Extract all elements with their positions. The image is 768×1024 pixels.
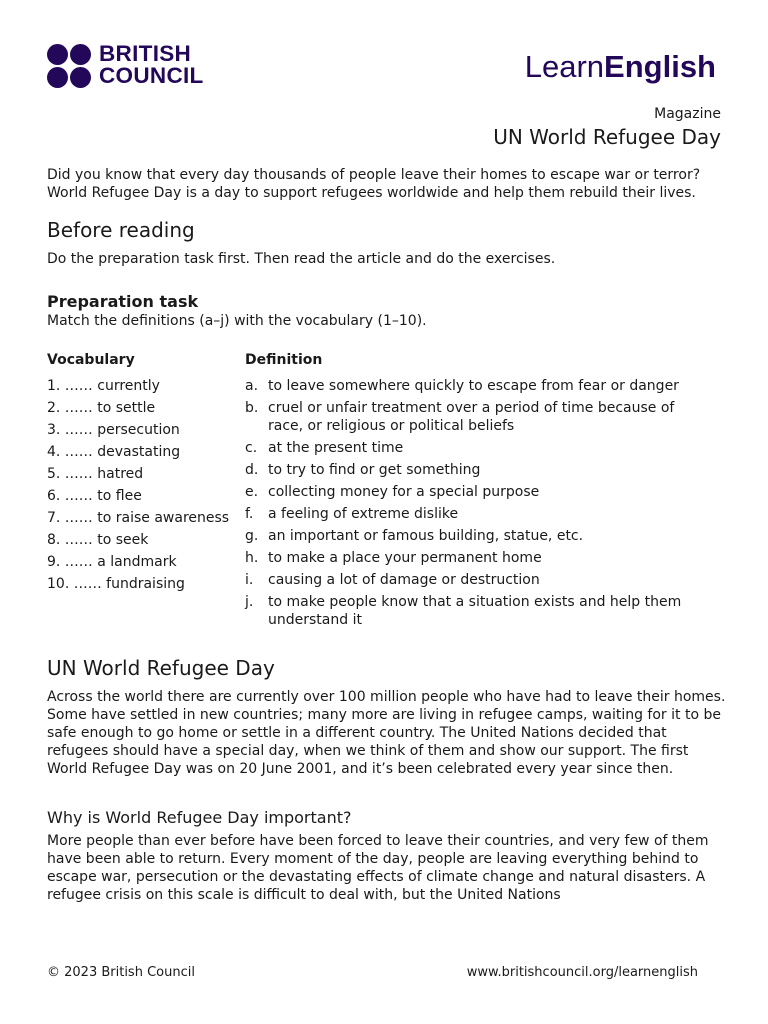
vocab-item: 5. …… hatred (47, 466, 144, 482)
article-heading: UN World Refugee Day (47, 656, 275, 680)
vocabulary-column-header: Vocabulary (47, 352, 135, 368)
definition-text: to make people know that a situation exists and help them understand it (268, 594, 682, 628)
definition-item (245, 483, 705, 501)
article-paragraph: Across the world there are currently over 100 million people who have had to leave their homes. Some have settled in new countries; many more are living in refugee camps, waiting for it to be safe enough to go home or settle in a different country. The United Nations decided that refugees should have a special day, when we think of them and show our support. The first World Refugee Day was on 20 June 2001, and it’s been celebrated every year since then. (47, 689, 726, 777)
before-reading-text: Do the preparation task first. Then read the article and do the exercises. (47, 251, 556, 267)
before-reading-heading: Before reading (47, 218, 195, 242)
vocab-item: 3. …… persecution (47, 422, 180, 438)
definition-item (245, 439, 705, 457)
vocab-item: 2. …… to settle (47, 400, 156, 416)
section-label: Magazine (654, 106, 721, 122)
british-council-dots-icon (47, 44, 93, 88)
definition-item (245, 399, 705, 435)
definition-letter: e. (245, 484, 259, 500)
english-text: English (604, 49, 716, 84)
vocab-item: 1. …… currently (47, 378, 160, 394)
definition-item (245, 527, 705, 545)
vocab-item: 10. …… fundraising (47, 576, 185, 592)
definition-item (245, 377, 705, 395)
definition-text: to try to find or get something (268, 462, 481, 478)
definition-letter: c. (245, 440, 258, 456)
definition-column-header: Definition (245, 352, 323, 368)
definition-item (245, 505, 705, 523)
vocabulary-list (47, 377, 229, 597)
definition-text: a feeling of extreme dislike (268, 506, 459, 522)
definition-letter: i. (245, 572, 254, 588)
vocab-item: 4. …… devastating (47, 444, 181, 460)
definition-letter: f. (245, 506, 254, 522)
definition-letter: j. (245, 594, 254, 610)
definition-text: an important or famous building, statue, etc. (268, 528, 584, 544)
preparation-instruction: Match the definitions (a–j) with the vocabulary (1–10). (47, 313, 427, 329)
page-title: UN World Refugee Day (493, 125, 721, 149)
definition-text: at the present time (268, 440, 404, 456)
british-council-logo (47, 41, 217, 88)
definition-text: to leave somewhere quickly to escape from fear or danger (268, 378, 679, 394)
definition-item (245, 549, 705, 567)
vocab-item: 7. …… to raise awareness (47, 510, 230, 526)
definition-text: causing a lot of damage or destruction (268, 572, 540, 588)
definition-letter: d. (245, 462, 259, 478)
preparation-task-heading: Preparation task (47, 292, 199, 311)
definition-letter: g. (245, 528, 259, 544)
article-subheading: Why is World Refugee Day important? (47, 808, 352, 827)
definition-text: collecting money for a special purpose (268, 484, 540, 500)
definition-item (245, 593, 705, 629)
footer-copyright: © 2023 British Council (47, 965, 195, 980)
definition-letter: b. (245, 400, 259, 416)
definition-list (245, 377, 705, 633)
brand-line-1: BRITISH (99, 41, 192, 66)
definition-item (245, 461, 705, 479)
vocab-item: 6. …… to flee (47, 488, 142, 504)
learnenglish-logo (525, 50, 716, 84)
definition-item (245, 571, 705, 589)
definition-text: to make a place your permanent home (268, 550, 542, 566)
definition-letter: a. (245, 378, 259, 394)
definition-letter: h. (245, 550, 259, 566)
british-council-wordmark (99, 43, 204, 87)
intro-paragraph: Did you know that every day thousands of people leave their homes to escape war or terror? World Refugee Day is a day to support refugees worldwide and help them rebuild their lives. (47, 167, 701, 201)
brand-line-2: COUNCIL (99, 63, 204, 88)
vocab-item: 8. …… to seek (47, 532, 149, 548)
article-paragraph: More people than ever before have been forced to leave their countries, and very few of them have been able to return. Every moment of the day, people are leaving everything behind to escape war, persecution or the devastating effects of climate change and natural disasters. A refugee crisis on this scale is difficult to deal with, but the United Nations (47, 833, 709, 903)
vocab-item: 9. …… a landmark (47, 554, 177, 570)
footer-url[interactable]: www.britishcouncil.org/learnenglish (466, 965, 698, 980)
definition-text: cruel or unfair treatment over a period of time because of race, or religious or political beliefs (268, 400, 675, 434)
learn-text: Learn (524, 49, 605, 84)
